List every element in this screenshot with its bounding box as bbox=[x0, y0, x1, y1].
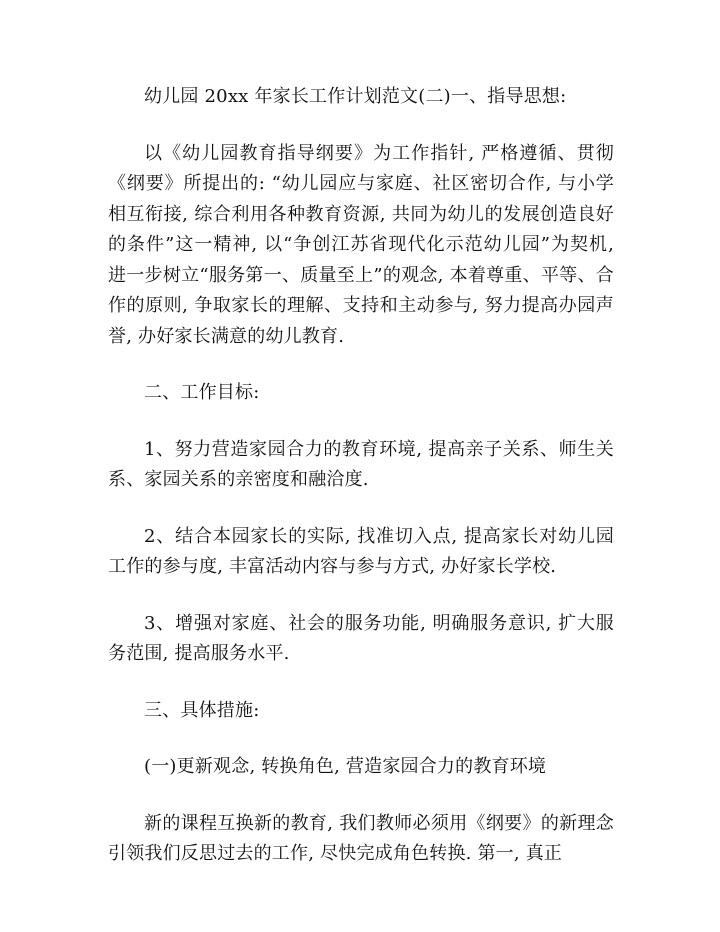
measure-1-heading: (一)更新观念, 转换角色, 营造家园合力的教育环境 bbox=[144, 756, 547, 777]
measure-1-paragraph: 新的课程互换新的教育, 我们教师必须用《纲要》的新理念引领我们反思过去的工作, 尽快完成角色转换. 第一, 真正 bbox=[108, 812, 614, 864]
guiding-principle-paragraph: 以《幼儿园教育指导纲要》为工作指针, 严格遵循、贯彻《纲要》所提出的: “幼儿园应与家庭、社区密切合作, 与小学相互衔接, 综合利用各种教育资源, 共同为幼儿的发展创造良好的条件”这一精神, 以“争创江苏省现代化示范幼儿园”为契机, 进一步树立“服务第一、质量至上”的观念, 本着尊重、平等、合作的原则, 争取家长的理解、支持和主动参与, 努力提高办园声誉, 办好家长满意的幼儿教育. bbox=[108, 142, 614, 347]
goal-item-1: 1、努力营造家园合力的教育环境, 提高亲子关系、师生关系、家园关系的亲密度和融洽度. bbox=[108, 438, 614, 490]
goal-item-3: 3、增强对家庭、社会的服务功能, 明确服务意识, 扩大服务范围, 提高服务水平. bbox=[108, 612, 614, 664]
goal-item-2: 2、结合本园家长的实际, 找准切入点, 提高家长对幼儿园工作的参与度, 丰富活动内容与参与方式, 办好家长学校. bbox=[108, 525, 614, 577]
work-goals-heading: 二、工作目标: bbox=[144, 382, 260, 403]
measures-heading: 三、具体措施: bbox=[144, 699, 260, 721]
document-title: 幼儿园 20xx 年家长工作计划范文(二)一、指导思想: bbox=[144, 86, 567, 107]
document-page bbox=[108, 82, 614, 896]
